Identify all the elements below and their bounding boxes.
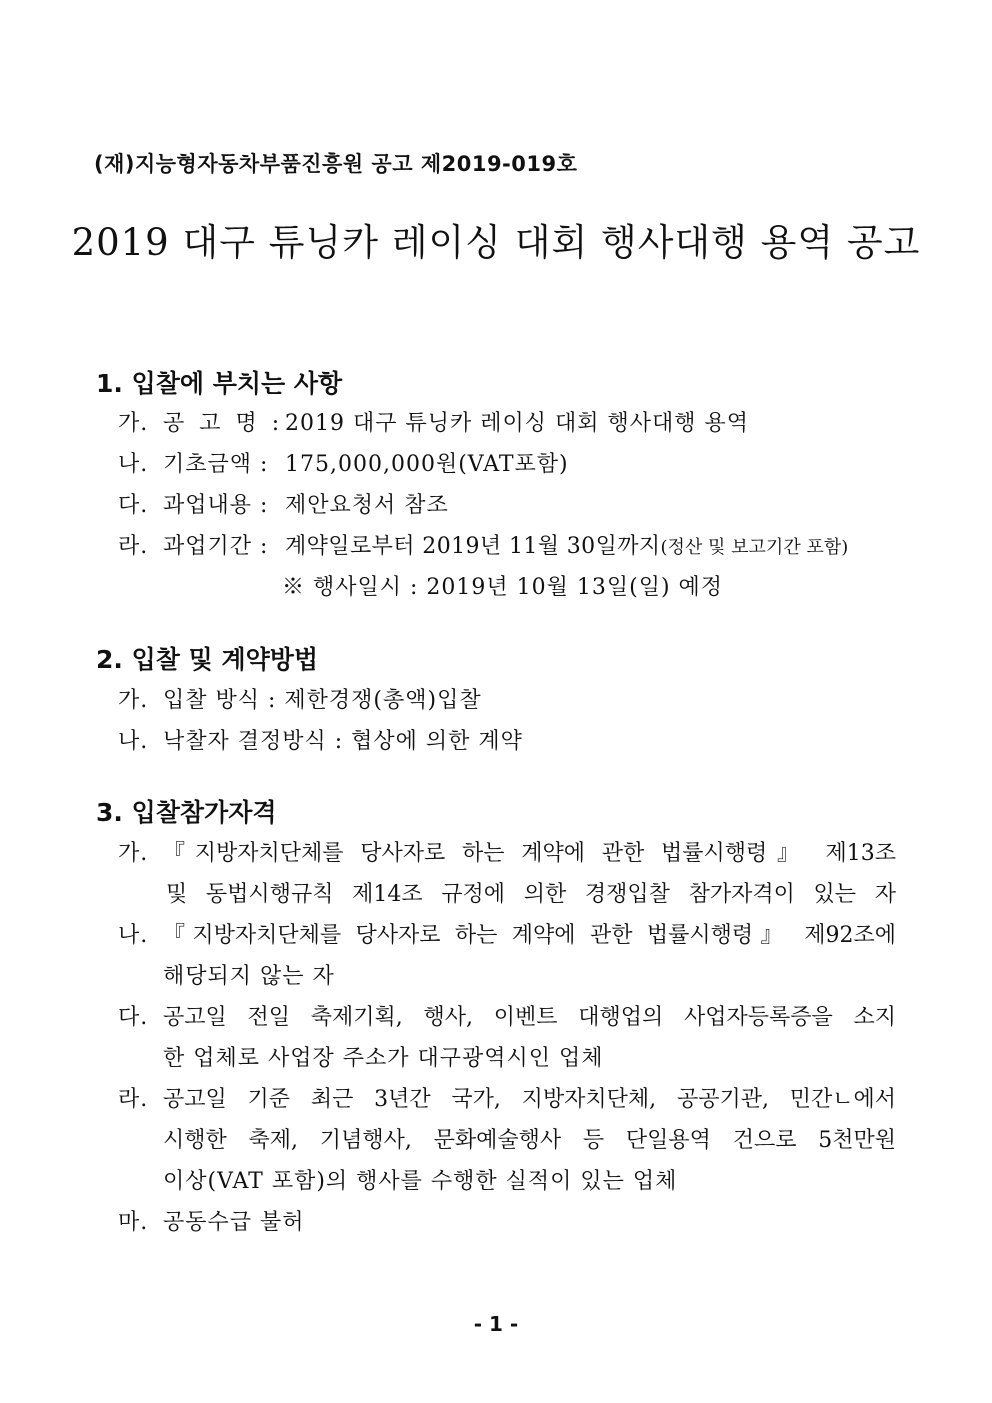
notice-number: (재)지능형자동차부품진흥원 공고 제2019-019호 <box>94 152 578 176</box>
section3-item-line: 공동수급 불허 <box>163 1210 305 1235</box>
section1-item-key: 과업기간 : <box>163 534 269 559</box>
section3-item-label: 가. <box>118 841 149 866</box>
section1-item-value: 175,000,000원(VAT포함) <box>285 452 569 477</box>
section3-item-label: 다. <box>118 1005 149 1030</box>
section1-item-key: 과업내용 : <box>163 493 269 518</box>
section3-heading: 3. 입찰참가자격 <box>96 798 277 827</box>
section2-item-text: 낙찰자 결정방식 : 협상에 의한 계약 <box>163 729 523 754</box>
section3-item-line: 해당되지 않는 자 <box>163 964 335 989</box>
section3-item-line: 『지방자치단체를 당사자로 하는 계약에 관한 법률시행령』 제13조 <box>163 841 896 866</box>
section3-item-line: 이상(VAT 포함)의 행사를 수행한 실적이 있는 업체 <box>163 1169 678 1194</box>
section1-item-label: 라. <box>118 534 149 559</box>
section1-item-label: 나. <box>118 452 149 477</box>
section3-item-line: 공고일 기준 최근 3년간 국가, 지방자치단체, 공공기관, 민간ㄴ에서 <box>163 1087 896 1112</box>
section1-item-label: 다. <box>118 493 149 518</box>
section1-item-value: 2019 대구 튜닝카 레이싱 대회 행사대행 용역 <box>285 411 749 436</box>
section2-item-label: 나. <box>118 729 149 754</box>
section1-item-label: 가. <box>118 411 149 436</box>
section2-item-text: 입찰 방식 : 제한경쟁(총액)입찰 <box>163 688 482 713</box>
page-number: - 1 - <box>473 1312 519 1336</box>
section1-heading: 1. 입찰에 부치는 사항 <box>96 369 343 398</box>
period-note: (정산 및 보고기간 포함) <box>660 537 849 558</box>
section3-item-line: 한 업체로 사업장 주소가 대구광역시인 업체 <box>163 1046 604 1071</box>
event-date-note: ※ 행사일시 : 2019년 10월 13일(일) 예정 <box>282 575 724 600</box>
section3-item-line: 시행한 축제, 기념행사, 문화예술행사 등 단일용역 건으로 5천만원 <box>163 1128 896 1153</box>
section2-item-label: 가. <box>118 688 149 713</box>
document-title: 2019 대구 튜닝카 레이싱 대회 행사대행 용역 공고 <box>71 221 921 264</box>
section3-item-line: 『지방자치단체를 당사자로 하는 계약에 관한 법률시행령』 제92조에 <box>163 923 896 948</box>
section1-item-key: 기초금액 : <box>163 452 269 477</box>
section1-item-key: 공 고 명 : <box>163 411 284 436</box>
section3-item-line: 공고일 전일 축제기획, 행사, 이벤트 대행업의 사업자등록증을 소지 <box>163 1005 896 1030</box>
section2-heading: 2. 입찰 및 계약방법 <box>96 645 319 674</box>
section3-item-line: 및 동법시행규칙 제14조 규정에 의한 경쟁입찰 참가자격이 있는 자 <box>166 882 896 907</box>
period-text: 계약일로부터 2019년 11월 30일까지 <box>285 534 661 559</box>
section3-item-label: 나. <box>118 923 149 948</box>
section1-item-value: 제안요청서 참조 <box>285 493 449 518</box>
section1-item-value <box>285 529 848 560</box>
section3-item-label: 마. <box>118 1210 149 1235</box>
section3-item-label: 라. <box>118 1087 149 1112</box>
